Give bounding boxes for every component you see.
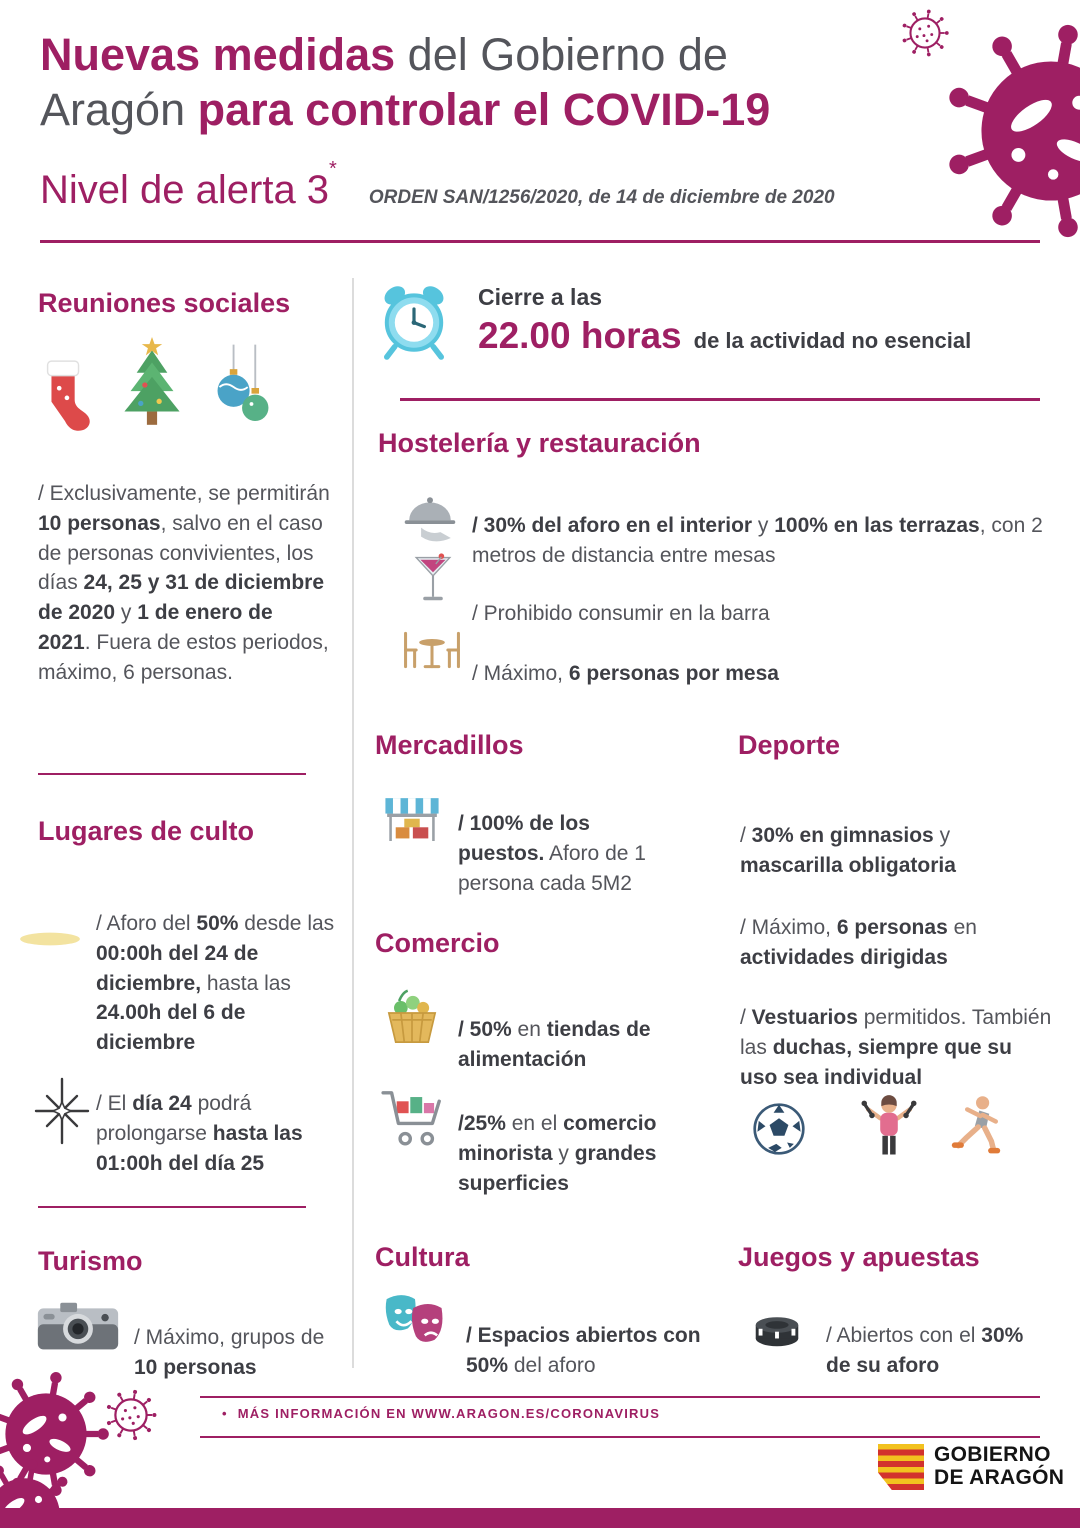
section-title-hosteleria: Hostelería y restauración [378, 428, 701, 458]
closure-suffix: de la actividad no esencial [693, 328, 972, 353]
logo-line1: GOBIERNO [934, 1443, 1051, 1467]
culto-item-2: / El día 24 podrá prolongarse hasta las 01:00h del día 25 [96, 1092, 303, 1175]
table-chairs-icon [398, 626, 466, 674]
section-title-turismo: Turismo [38, 1246, 143, 1276]
theater-masks-icon [378, 1292, 452, 1354]
closure-notice [478, 284, 971, 357]
deporte-item-3: / Vestuarios permitidos. También las duchas, siempre que su uso sea individual [740, 1006, 1052, 1089]
christmas-tree-icon [110, 336, 194, 434]
section-divider [38, 773, 306, 775]
closure-divider [400, 398, 1040, 401]
cultura-text: / Espacios abiertos con 50% del aforo [466, 1324, 701, 1377]
footer-info-text: MÁS INFORMACIÓN EN WWW.ARAGON.ES/CORONAVIRUS [237, 1406, 661, 1421]
bullet: • [222, 1406, 228, 1421]
logo-line2: DE ARAGÓN [934, 1466, 1065, 1489]
alert-row [40, 157, 835, 213]
deporte-item-2: / Máximo, 6 personas en actividades dirigidas [740, 916, 977, 969]
hosteleria-item-1: / 30% del aforo en el interior y 100% en las terrazas, con 2 metros de distancia entre mesas [472, 514, 1043, 567]
logo-text [934, 1444, 1064, 1489]
footer-divider-bottom [200, 1436, 1040, 1438]
alert-level [40, 157, 337, 213]
turismo-text: / Máximo, grupos de 10 personas [134, 1326, 325, 1379]
header-divider [40, 240, 1040, 243]
soccer-ball-icon [752, 1102, 806, 1156]
comercio-item-2: /25% en el comercio minorista y grandes superficies [458, 1112, 657, 1195]
alert-asterisk: * [329, 157, 337, 180]
section-title-juegos: Juegos y apuestas [738, 1242, 980, 1272]
section-title-cultura: Cultura [375, 1242, 470, 1272]
deporte-item-1: / 30% en gimnasios y mascarilla obligatoria [740, 824, 956, 877]
gobierno-aragon-logo [878, 1444, 1064, 1490]
sparkle-star-icon [30, 1076, 94, 1146]
footer-info [222, 1406, 660, 1421]
poker-chips-icon [748, 1294, 806, 1352]
camera-icon [36, 1298, 120, 1356]
hosteleria-item-3: / Máximo, 6 personas por mesa [472, 662, 779, 685]
footer-divider-top [200, 1396, 1040, 1398]
culto-item-1: / Aforo del 50% desde las 00:00h del 24 de diciembre, hasta las 24.00h del 6 de diciembre [96, 912, 335, 1055]
serving-dish-icon [398, 492, 462, 544]
virus-solid-icon [938, 18, 1080, 244]
mercadillos-text: / 100% de los puestos. Aforo de 1 persona cada 5M2 [458, 812, 646, 895]
alert-level-text: Nivel de alerta 3 [40, 168, 330, 212]
section-divider [38, 1206, 306, 1208]
cocktail-icon [412, 546, 454, 614]
closure-label: Cierre a las [478, 284, 603, 310]
hosteleria-item-2: / Prohibido consumir en la barra [472, 602, 770, 625]
runner-icon [946, 1094, 1006, 1160]
closure-time: 22.00 horas [478, 315, 682, 356]
glow-icon [18, 928, 82, 950]
column-divider [352, 278, 354, 1368]
virus-outline-icon [102, 1386, 160, 1444]
christmas-icons-row [36, 336, 276, 434]
page-title: Nuevas medidas del Gobierno de Aragón para controlar el COVID-19 [40, 29, 771, 135]
section-title-reuniones: Reuniones sociales [38, 288, 291, 318]
weights-icon [856, 1094, 922, 1160]
alarm-clock-icon [374, 280, 454, 362]
food-basket-icon [382, 988, 442, 1050]
juegos-text: / Abiertos con el 30% de su aforo [826, 1324, 1024, 1377]
section-title-comercio: Comercio [375, 928, 500, 958]
bottom-bar [0, 1508, 1080, 1528]
aragon-flag-icon [878, 1444, 924, 1490]
section-title-deporte: Deporte [738, 730, 841, 760]
gift-cart-icon [378, 1082, 446, 1158]
comercio-item-1: / 50% en tiendas de alimentación [458, 1018, 651, 1071]
section-title-culto: Lugares de culto [38, 816, 255, 846]
reuniones-text: / Exclusivamente, se permitirán 10 personas, salvo en el caso de personas convivientes, los días 24, 25 y 31 de diciembre de 2020 y 1 de enero de 2021. Fuera de estos periodos, máximo, 6 personas. [38, 482, 330, 684]
baubles-icon [210, 342, 276, 434]
order-reference: ORDEN SAN/1256/2020, de 14 de diciembre de 2020 [368, 187, 835, 208]
market-stall-icon [382, 792, 442, 854]
section-title-mercadillos: Mercadillos [375, 730, 524, 760]
christmas-stocking-icon [36, 354, 94, 434]
